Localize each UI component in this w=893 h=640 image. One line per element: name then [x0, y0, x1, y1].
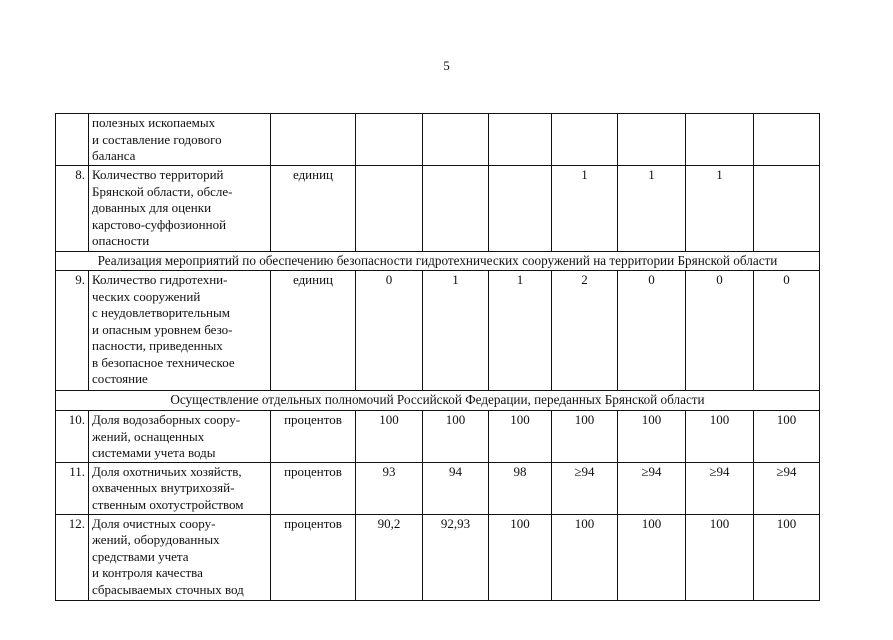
indicator-name-line: охваченных внутрихозяй- [92, 480, 235, 495]
value-cell: 94 [423, 462, 489, 514]
value-cell: 100 [552, 411, 618, 463]
row-number: 10. [56, 411, 89, 463]
value-cell [356, 166, 423, 252]
indicator-name-line: и составление годового [92, 131, 222, 147]
value-cell: 1 [489, 271, 552, 391]
value-cell: ≥94 [552, 462, 618, 514]
value-cell [489, 166, 552, 252]
unit-cell: процентов [271, 462, 356, 514]
indicator-name-line: ственным охотустройством [92, 496, 244, 512]
section-title: Реализация мероприятий по обеспечению безопасности гидротехнических сооружений на территории Брянской области [56, 252, 820, 271]
value-cell: 90,2 [356, 514, 423, 600]
indicator-name-line: состояние [92, 371, 148, 386]
value-cell: 100 [618, 411, 686, 463]
unit-cell: процентов [271, 514, 356, 600]
value-cell: ≥94 [686, 462, 754, 514]
value-cell: 1 [423, 271, 489, 391]
indicator-name-line: Доля очистных соору- [92, 515, 216, 531]
value-cell: 98 [489, 462, 552, 514]
value-cell: 93 [356, 462, 423, 514]
table-row [56, 514, 820, 600]
value-cell: 100 [489, 514, 552, 600]
row-number [56, 114, 89, 166]
unit-cell: единиц [271, 166, 356, 252]
value-cell: 1 [686, 166, 754, 252]
value-cell [423, 166, 489, 252]
indicator-name-line: Количество территорий [92, 167, 224, 182]
value-cell: 2 [552, 271, 618, 391]
value-cell: 0 [618, 271, 686, 391]
row-number: 9. [56, 271, 89, 391]
indicator-name-line: жений, оборудованных [92, 532, 220, 547]
indicator-name-line: баланса [92, 148, 136, 163]
value-cell [489, 114, 552, 166]
value-cell [552, 114, 618, 166]
table-row [56, 411, 820, 463]
indicator-name-line: жений, оснащенных [92, 428, 205, 444]
value-cell: ≥94 [754, 462, 820, 514]
value-cell: 100 [754, 514, 820, 600]
section-header-row [56, 252, 820, 271]
value-cell [618, 114, 686, 166]
row-number: 8. [56, 166, 89, 252]
indicator-name-line: Доля охотничьих хозяйств, [92, 463, 242, 479]
value-cell: 100 [489, 411, 552, 463]
value-cell: 1 [618, 166, 686, 252]
value-cell [754, 114, 820, 166]
value-cell [754, 166, 820, 252]
value-cell: 0 [754, 271, 820, 391]
indicator-name [89, 114, 271, 166]
indicator-name-line: ческих сооружений [92, 288, 201, 304]
table-row [56, 166, 820, 252]
indicator-name [89, 166, 271, 252]
value-cell: 100 [754, 411, 820, 463]
value-cell [423, 114, 489, 166]
value-cell: 92,93 [423, 514, 489, 600]
table-row [56, 462, 820, 514]
indicator-name-line: в безопасное техническое [92, 354, 235, 370]
indicator-name-line: дованных для оценки [92, 200, 212, 215]
unit-cell: процентов [271, 411, 356, 463]
indicator-name-line: Количество гидротехни- [92, 272, 228, 287]
value-cell [356, 114, 423, 166]
unit-cell [271, 114, 356, 166]
indicator-name-line: карстово-суффозионной [92, 216, 227, 232]
indicator-name-line: средствами учета [92, 548, 189, 564]
indicator-name [89, 462, 271, 514]
table-row [56, 271, 820, 391]
indicator-name-line: полезных ископаемых [92, 115, 216, 130]
value-cell: ≥94 [618, 462, 686, 514]
row-number: 12. [56, 514, 89, 600]
value-cell: 100 [552, 514, 618, 600]
indicator-name [89, 514, 271, 600]
indicator-name [89, 411, 271, 463]
value-cell: 100 [423, 411, 489, 463]
indicator-name-line: сбрасываемых сточных вод [92, 581, 244, 597]
section-title: Осуществление отдельных полномочий Российской Федерации, переданных Брянской области [56, 391, 820, 411]
value-cell [686, 114, 754, 166]
table-row [56, 114, 820, 166]
value-cell: 100 [686, 514, 754, 600]
indicator-name-line: Доля водозаборных соору- [92, 412, 241, 427]
value-cell: 0 [686, 271, 754, 391]
value-cell: 0 [356, 271, 423, 391]
row-number: 11. [56, 462, 89, 514]
indicator-name-line: опасности [92, 233, 150, 248]
value-cell: 100 [686, 411, 754, 463]
indicator-name-line: и опасным уровнем безо- [92, 321, 233, 337]
section-header-row [56, 391, 820, 411]
indicator-name-line: Брянской области, обсле- [92, 183, 233, 199]
unit-cell: единиц [271, 271, 356, 391]
indicator-name-line: и контроля качества [92, 565, 203, 580]
value-cell: 100 [356, 411, 423, 463]
value-cell: 100 [618, 514, 686, 600]
value-cell: 1 [552, 166, 618, 252]
indicators-table [55, 113, 820, 601]
page-number: 5 [443, 58, 450, 73]
indicator-name-line: пасности, приведенных [92, 338, 223, 353]
indicator-name-line: системами учета воды [92, 445, 216, 460]
indicator-name [89, 271, 271, 391]
indicator-name-line: с неудовлетворительным [92, 305, 230, 320]
